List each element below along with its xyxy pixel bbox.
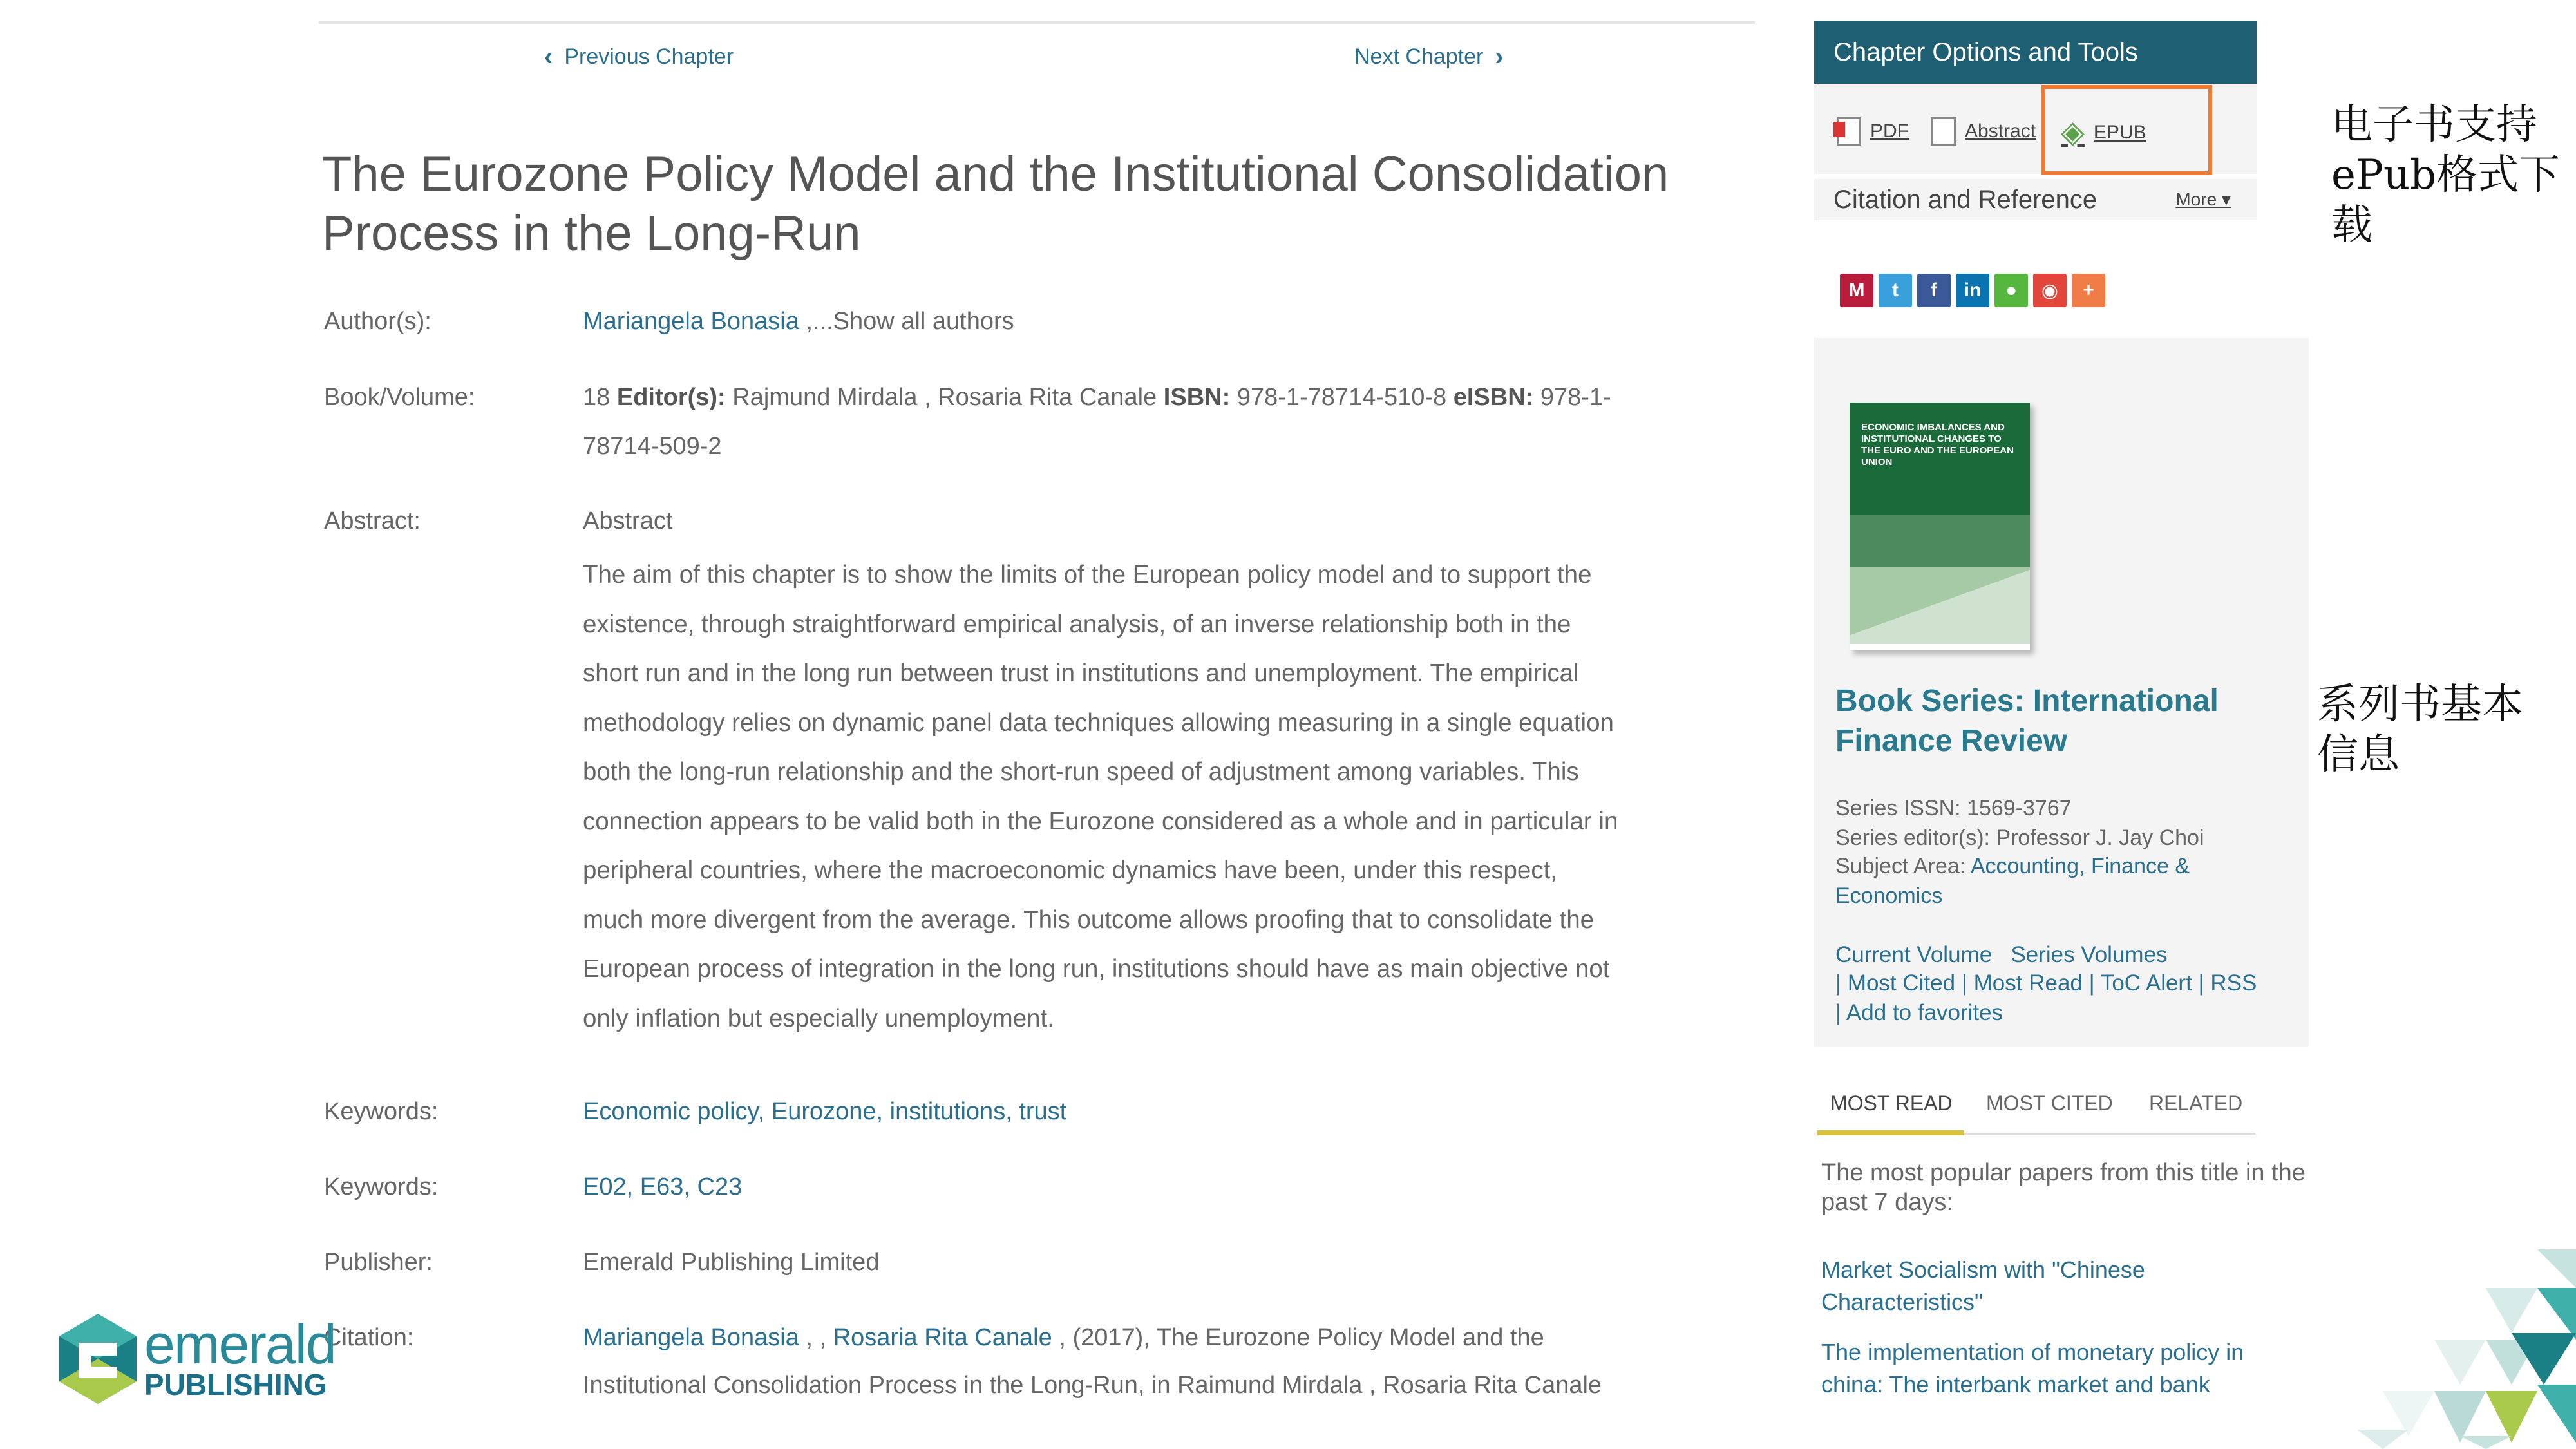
abstract-line: only inflation but especially unemployment. <box>583 1004 1054 1032</box>
cover-title: ECONOMIC IMBALANCES AND INSTITUTIONAL CHANGES TO THE EURO AND THE EUROPEAN UNION <box>1861 422 2014 468</box>
keywords-value: Economic policy, Eurozone, institutions, trust <box>583 1098 1067 1125</box>
series-links-row1 <box>1835 942 2168 968</box>
subject-area-link[interactable]: Accounting, Finance & <box>1970 854 2190 878</box>
twitter-icon[interactable]: t <box>1879 274 1912 307</box>
previous-chapter-label: Previous Chapter <box>564 44 734 69</box>
chapter-options-header: Chapter Options and Tools <box>1814 21 2257 84</box>
publisher-label: Publisher: <box>324 1249 433 1276</box>
rss-link[interactable]: RSS <box>2210 971 2257 996</box>
abstract-line: both the long-run relationship and the short-run speed of adjustment among variables. This <box>583 758 1579 786</box>
series-links-row3 <box>1835 1000 2003 1026</box>
more-dropdown[interactable]: More ▾ <box>2175 189 2231 209</box>
volume-number: 18 <box>583 384 611 411</box>
keywords-jel-label: Keywords: <box>324 1173 439 1200</box>
tab-divider <box>1964 1133 2255 1135</box>
active-tab-indicator <box>1817 1130 1964 1135</box>
keywords-jel-value: E02, E63, C23 <box>583 1173 743 1200</box>
linkedin-icon[interactable]: in <box>1956 274 1989 307</box>
abstract-line: existence, through straightforward empirical analysis, of an inverse relationship both in the <box>583 610 1571 638</box>
eisbn-key: eISBN: <box>1453 384 1534 411</box>
add-to-favorites-link[interactable]: | Add to favorites <box>1835 1000 2003 1025</box>
subject-area-key: Subject Area: <box>1835 854 1966 878</box>
abstract-line: short run and in the long run between trust in institutions and unemployment. The empirical <box>583 659 1579 687</box>
keyword-link[interactable]: Eurozone <box>771 1098 876 1125</box>
citation-author-link[interactable]: Mariangela Bonasia <box>583 1324 799 1351</box>
weibo-icon[interactable]: ◉ <box>2033 274 2067 307</box>
series-links-row2 <box>1835 971 2257 996</box>
epub-icon: ◈ <box>2061 115 2085 149</box>
jel-code-link[interactable]: E02 <box>583 1173 627 1200</box>
authors-label: Author(s): <box>324 308 431 335</box>
wechat-icon[interactable]: ● <box>1994 274 2028 307</box>
abstract-line: much more divergent from the average. This outcome allows proofing that to consolidate the <box>583 905 1595 934</box>
abstract-line: The aim of this chapter is to show the limits of the European policy model and to support the <box>583 561 1592 589</box>
isbn-value: 978-1-78714-510-8 <box>1236 384 1447 411</box>
subject-area-cont <box>1835 884 1942 909</box>
tab-most-read[interactable]: MOST READ <box>1830 1092 1953 1115</box>
series-volumes-link[interactable]: Series Volumes <box>2011 942 2168 967</box>
editors-key: Editor(s): <box>616 384 726 411</box>
jel-code-link[interactable]: C23 <box>697 1173 743 1200</box>
epub-annotation: 电子书支持ePub格式下载 <box>2331 101 2561 249</box>
series-editors: Series editor(s): Professor J. Jay Choi <box>1835 826 2204 850</box>
pdf-download-button[interactable] <box>1837 117 1909 146</box>
citation-reference-label: Citation and Reference <box>1833 185 2098 214</box>
abstract-text <box>583 551 1758 1043</box>
pdf-icon <box>1837 117 1861 146</box>
abstract-heading: Abstract <box>583 507 673 535</box>
chevron-left-icon: ‹ <box>544 43 553 71</box>
chapter-title: The Eurozone Policy Model and the Institutional Consolidation Process in the Long-Run <box>322 147 1669 261</box>
abstract-tool-label: Abstract <box>1965 120 2036 142</box>
author-link[interactable]: Mariangela Bonasia <box>583 308 799 335</box>
keyword-link[interactable]: institutions <box>889 1098 1006 1125</box>
logo-word-emerald: emerald <box>144 1314 336 1376</box>
book-volume-label: Book/Volume: <box>324 384 475 411</box>
isbn-key: ISBN: <box>1163 384 1231 411</box>
jel-code-link[interactable]: E63 <box>639 1173 684 1200</box>
citation-value <box>583 1324 1544 1352</box>
editors-value: Rajmund Mirdala , Rosaria Rita Canale <box>732 384 1157 411</box>
book-cover-image[interactable] <box>1850 402 2030 650</box>
citation-text: , (2017), The Eurozone Policy Model and the <box>1059 1324 1544 1351</box>
series-issn: Series ISSN: 1569-3767 <box>1835 796 2072 820</box>
book-series-title[interactable]: Book Series: International Finance Review <box>1835 684 2219 758</box>
popular-tabs <box>1817 1072 2255 1137</box>
eisbn-value-part2: 78714-509-2 <box>583 433 722 460</box>
popular-paper-link[interactable]: The implementation of monetary policy in china: The interbank market and bank <box>1821 1339 2244 1397</box>
top-divider <box>319 21 1755 24</box>
citation-text-line2: Institutional Consolidation Process in the Long-Run, in Raimund Mirdala , Rosaria Rita Canale <box>583 1372 1602 1399</box>
show-all-authors[interactable]: ,...Show all authors <box>806 308 1014 335</box>
series-annotation: 系列书基本信息 <box>2317 681 2523 779</box>
popular-paper-link[interactable]: Market Socialism with "Chinese Characteristics" <box>1821 1256 2145 1315</box>
share-bar <box>1840 274 2105 307</box>
document-icon <box>1931 117 1956 146</box>
abstract-line: peripheral countries, where the macroeconomic dynamics have been, under this respect, <box>583 857 1557 884</box>
toc-alert-link[interactable]: ToC Alert | <box>2100 971 2204 996</box>
next-chapter-link[interactable] <box>1354 44 1504 70</box>
keyword-link[interactable]: Economic policy <box>583 1098 758 1125</box>
emerald-logo-icon <box>59 1314 137 1404</box>
citation-reference-row[interactable] <box>1814 179 2257 220</box>
publisher-value: Emerald Publishing Limited <box>583 1249 880 1276</box>
citation-author-link[interactable]: Rosaria Rita Canale <box>833 1324 1052 1351</box>
logo-word-publishing: PUBLISHING <box>144 1368 327 1401</box>
emerald-logo <box>59 1314 336 1404</box>
epub-label: EPUB <box>2093 122 2146 143</box>
popular-intro-text: The most popular papers from this title in the past 7 days: <box>1821 1159 2306 1216</box>
keyword-link[interactable]: trust <box>1019 1098 1067 1125</box>
citation-label: Citation: <box>324 1324 414 1351</box>
next-chapter-label: Next Chapter <box>1354 44 1484 69</box>
most-cited-link[interactable]: | Most Cited | <box>1835 971 1967 996</box>
current-volume-link[interactable]: Current Volume <box>1835 942 1993 967</box>
authors-value <box>583 308 1014 336</box>
keywords-label: Keywords: <box>324 1098 439 1125</box>
more-share-icon[interactable]: + <box>2072 274 2105 307</box>
subject-area-link[interactable]: Economics <box>1835 884 1943 908</box>
citation-separator: , , <box>806 1324 827 1351</box>
decorative-triangles <box>2293 1249 2576 1449</box>
abstract-line: European process of integration in the long run, institutions should have as main objective not <box>583 955 1610 983</box>
facebook-icon[interactable]: f <box>1917 274 1951 307</box>
abstract-line: methodology relies on dynamic panel data techniques allowing measuring in a single equation <box>583 708 1614 737</box>
subject-area <box>1835 854 2190 879</box>
abstract-label: Abstract: <box>324 507 421 535</box>
abstract-line: connection appears to be valid both in the Eurozone considered as a whole and in particular in <box>583 807 1618 835</box>
abstract-button[interactable] <box>1931 117 2036 146</box>
book-volume-value <box>583 384 1611 412</box>
epub-highlight-box <box>2041 85 2212 175</box>
chevron-right-icon: › <box>1495 43 1504 71</box>
tab-related[interactable]: RELATED <box>2149 1092 2243 1115</box>
pdf-label: PDF <box>1870 120 1909 142</box>
eisbn-value-part1: 978-1- <box>1540 384 1611 411</box>
most-read-link[interactable]: Most Read | <box>1973 971 2095 996</box>
tab-most-cited[interactable]: MOST CITED <box>1986 1092 2113 1115</box>
mendeley-icon[interactable]: M <box>1840 274 1873 307</box>
previous-chapter-link[interactable] <box>544 44 734 70</box>
